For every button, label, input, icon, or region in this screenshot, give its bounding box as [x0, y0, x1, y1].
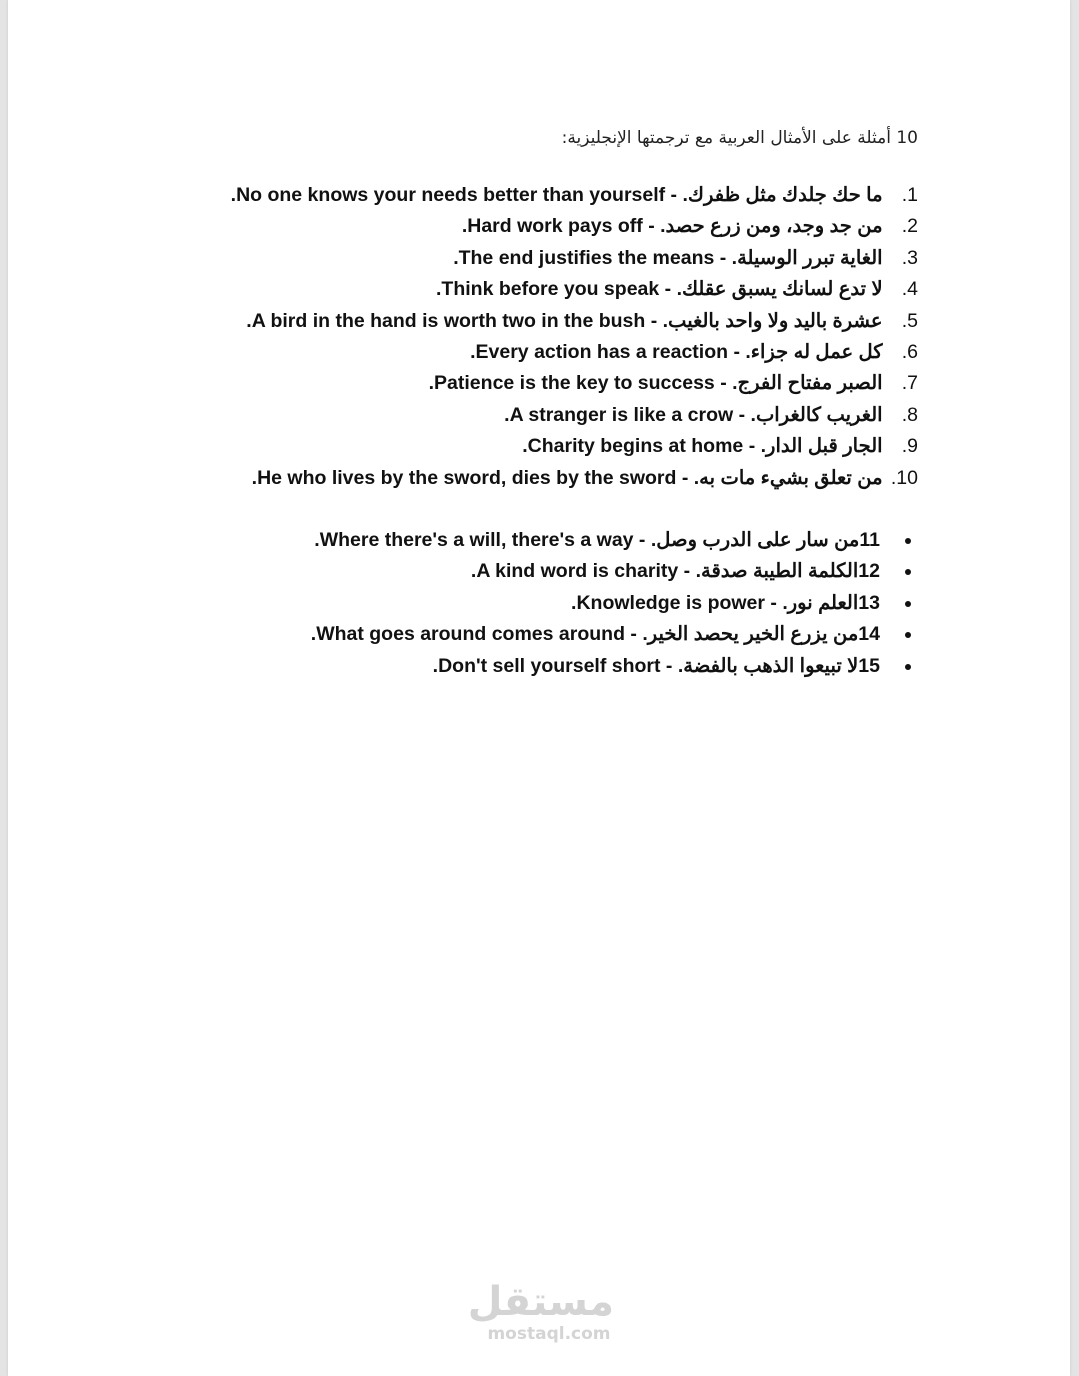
item-text: 14من يزرع الخير يحصد الخير. - What goes around comes around. — [310, 623, 880, 646]
item-number: 7. — [901, 372, 918, 395]
document-heading: 10 أمثلة على الأمثال العربية مع ترجمتها الإنجليزية: — [561, 128, 918, 148]
bullet-icon — [905, 538, 911, 544]
list-item — [311, 651, 880, 682]
item-number: 4. — [901, 278, 918, 301]
item-text: 13العلم نور. - Knowledge is power. — [571, 591, 880, 614]
item-text: 11من سار على الدرب وصل. - Where there's a will, there's a way. — [314, 529, 880, 551]
item-number: 10. — [890, 466, 918, 489]
list-item — [231, 211, 918, 242]
item-text: من جد وجد، ومن زرع حصد. - Hard work pays off. — [461, 215, 883, 238]
item-number: 1. — [901, 184, 918, 206]
item-text: الجار قبل الدار. - Charity begins at home. — [522, 435, 883, 458]
list-item — [311, 556, 880, 587]
item-text: الصبر مفتاح الفرج. - Patience is the key to success. — [428, 372, 883, 395]
watermark-arabic: مستقل — [467, 1279, 614, 1325]
item-number: 5. — [901, 309, 918, 332]
item-number: 3. — [901, 246, 918, 269]
list-item — [231, 180, 918, 211]
bullet-icon — [905, 632, 911, 638]
mostaql-watermark-logo — [467, 1279, 614, 1344]
list-item — [231, 274, 918, 305]
list-item — [311, 588, 880, 619]
item-text: ما حك جلدك مثل ظفرك. - No one knows your needs better than yourself. — [230, 184, 883, 206]
list-item — [231, 400, 918, 431]
item-text: من تعلق بشيء مات به. - He who lives by the sword, dies by the sword. — [251, 466, 883, 489]
bullet-icon — [905, 601, 911, 607]
list-item — [231, 463, 918, 494]
list-item — [311, 619, 880, 650]
bullet-icon — [905, 569, 911, 575]
numbered-proverbs-list — [231, 180, 918, 494]
item-text: عشرة باليد ولا واحد بالغيب. - A bird in the hand is worth two in the bush. — [246, 309, 883, 332]
list-item — [231, 337, 918, 368]
item-number: 2. — [901, 215, 918, 238]
list-item — [231, 306, 918, 337]
item-text: الغريب كالغراب. - A stranger is like a crow. — [504, 403, 883, 426]
item-number: 8. — [901, 403, 918, 426]
item-text: لا تدع لسانك يسبق عقلك. - Think before you speak. — [436, 278, 883, 301]
item-text: الغاية تبرر الوسيلة. - The end justifies the means. — [453, 246, 883, 269]
bulleted-proverbs-list — [311, 525, 880, 682]
list-item — [311, 525, 880, 556]
item-text: 15لا تبيعوا الذهب بالفضة. - Don't sell yourself short. — [432, 654, 880, 677]
item-number: 9. — [901, 435, 918, 458]
list-item — [231, 243, 918, 274]
bullet-icon — [905, 664, 911, 670]
item-number: 6. — [901, 340, 918, 363]
document-page — [8, 0, 1070, 1376]
list-item — [231, 431, 918, 462]
item-text: كل عمل له جزاء. - Every action has a reaction. — [470, 340, 883, 363]
list-item — [231, 368, 918, 399]
item-text: 12الكلمة الطيبة صدقة. - A kind word is charity. — [470, 560, 880, 583]
watermark-latin: mostaql.com — [487, 1324, 611, 1344]
